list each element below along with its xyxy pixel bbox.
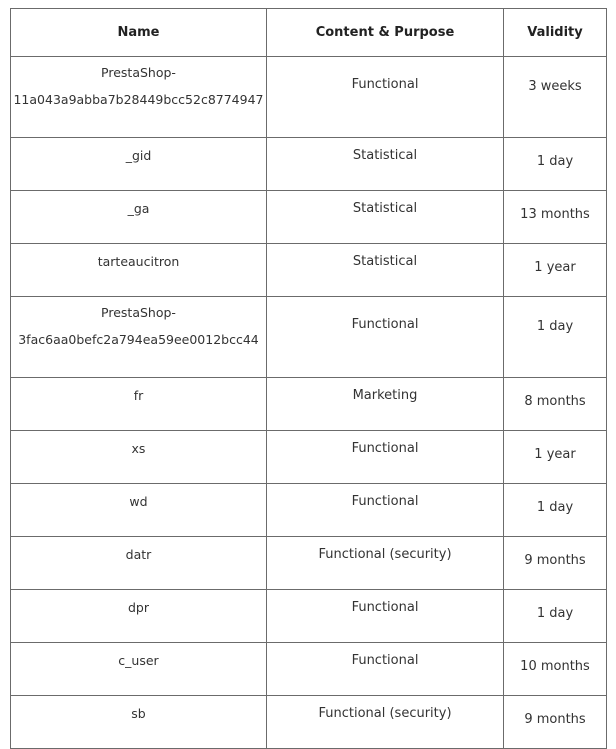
header-name: Name [11, 9, 267, 57]
cookie-validity: 9 months [504, 537, 607, 590]
cookie-validity: 9 months [504, 696, 607, 749]
cookie-validity: 10 months [504, 643, 607, 696]
cookie-purpose: Marketing [267, 378, 504, 431]
cookie-table [10, 8, 607, 749]
cookie-purpose: Functional (security) [267, 537, 504, 590]
cookie-purpose: Functional [267, 643, 504, 696]
cookie-validity: 1 year [504, 431, 607, 484]
header-validity: Validity [504, 9, 607, 57]
table-row [11, 191, 607, 244]
cookie-name: wd [11, 484, 267, 537]
table-row [11, 537, 607, 590]
cookie-purpose: Functional [267, 590, 504, 643]
cookie-purpose: Functional [267, 431, 504, 484]
cookie-purpose: Functional (security) [267, 696, 504, 749]
cookie-name: xs [11, 431, 267, 484]
table-row [11, 696, 607, 749]
cookie-validity: 3 weeks [504, 57, 607, 138]
cookie-name: tarteaucitron [11, 244, 267, 297]
cookie-purpose: Functional [267, 297, 504, 378]
table-row [11, 484, 607, 537]
cookie-name-line: 3fac6aa0befc2a794ea59ee0012bcc44 [18, 332, 259, 347]
cookie-name [11, 57, 267, 138]
cookie-purpose: Statistical [267, 138, 504, 191]
header-purpose: Content & Purpose [267, 9, 504, 57]
cookie-name-line: PrestaShop- [101, 65, 176, 80]
table-row [11, 244, 607, 297]
cookie-validity: 13 months [504, 191, 607, 244]
cookie-name-line: PrestaShop- [101, 305, 176, 320]
cookie-name-line: 11a043a9abba7b28449bcc52c8774947 [13, 92, 264, 107]
cookie-purpose: Functional [267, 57, 504, 138]
cookie-name: c_user [11, 643, 267, 696]
table-header-row [11, 9, 607, 57]
cookie-validity: 1 year [504, 244, 607, 297]
cookie-name: _gid [11, 138, 267, 191]
cookie-validity: 1 day [504, 297, 607, 378]
cookie-name: datr [11, 537, 267, 590]
cookie-purpose: Functional [267, 484, 504, 537]
cookie-validity: 1 day [504, 138, 607, 191]
table-row [11, 643, 607, 696]
cookie-name: dpr [11, 590, 267, 643]
table-row [11, 590, 607, 643]
cookie-name: _ga [11, 191, 267, 244]
table-row [11, 431, 607, 484]
cookie-name [11, 297, 267, 378]
cookie-purpose: Statistical [267, 191, 504, 244]
table-row [11, 297, 607, 378]
cookie-name: fr [11, 378, 267, 431]
cookie-validity: 1 day [504, 590, 607, 643]
cookie-name: sb [11, 696, 267, 749]
cookie-validity: 8 months [504, 378, 607, 431]
cookie-validity: 1 day [504, 484, 607, 537]
cookie-purpose: Statistical [267, 244, 504, 297]
table-row [11, 57, 607, 138]
table-row [11, 378, 607, 431]
table-row [11, 138, 607, 191]
